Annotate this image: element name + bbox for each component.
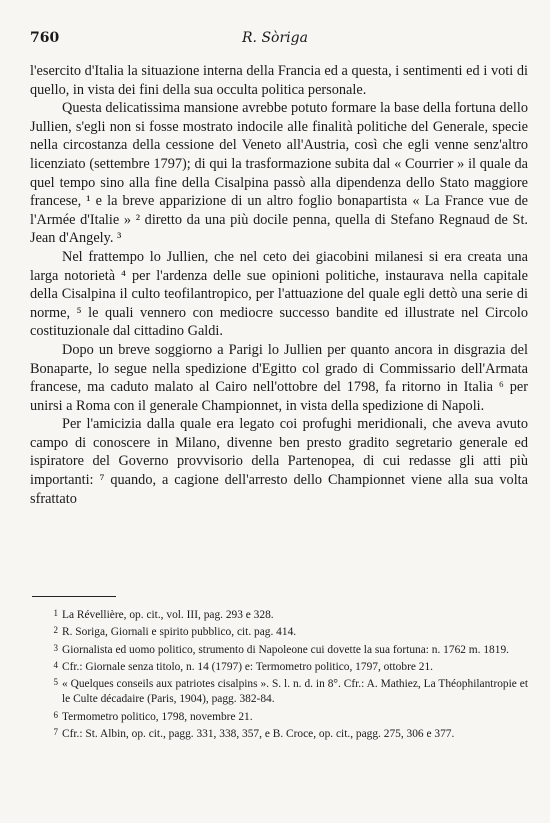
- footnote-text: Giornalista ed uomo politico, strumento di Napoleone cui dovette la sua fortuna: n. 1762 m. 1819.: [62, 643, 509, 656]
- footnote: [30, 658, 528, 675]
- footnote-number: 6: [53, 709, 58, 720]
- footnote: [30, 641, 528, 658]
- footnotes: [30, 606, 528, 742]
- footnote-text: Cfr.: St. Albin, op. cit., pagg. 331, 338, 357, e B. Croce, op. cit., pagg. 275, 306 e 377.: [62, 728, 455, 741]
- footnote-number: 1: [53, 608, 58, 618]
- footnote-number: 7: [53, 727, 58, 738]
- footnote-number: 5: [53, 677, 58, 688]
- paragraph: l'esercito d'Italia la situazione interna della Francia ed a questa, i sentimenti ed i voti di quello, in vista dei fini della sua occulta politica personale.: [30, 63, 528, 98]
- footnote-number: 2: [53, 625, 58, 636]
- paragraph: Dopo un breve soggiorno a Parigi lo Jullien per quanto ancora in disgrazia del Bonaparte, lo segue nella spedizione d'Egitto col grado di Commissario dell'Armata francese, ma caduto malato al Cairo nell'ottobre del 1798, fa ritorno in Italia ⁶ per unirsi a Roma con il generale Championnet, in vista della spedizione di Napoli.: [30, 341, 528, 414]
- footnote-text: « Quelques conseils aux patriotes cisalpins ». S. l. n. d. in 8°. Cfr.: A. Mathiez, La Théophilantropie et le Culte décadaire (Paris, 1904), pagg. 382-84.: [62, 678, 528, 706]
- body-text: [30, 62, 528, 508]
- page-header: [30, 30, 520, 52]
- footnote-number: 4: [53, 659, 58, 670]
- footnote: [30, 623, 528, 640]
- footnote-text: Termometro politico, 1798, novembre 21.: [62, 710, 253, 723]
- running-head: R. Sòriga: [242, 30, 308, 46]
- paragraph: Questa delicatissima mansione avrebbe potuto formare la base della fortuna dello Jullien, s'egli non si fosse mostrato indocile alle finalità politiche del Generale, specie nella circostanza della cessione del Veneto all'Austria, così che egli venne senz'altro licenziato (settembre 1797); di qui la trasformazione subita dal « Courrier » il quale da quel tempo sino alla fine della Cisalpina passò alla dipendenza dello Stato maggiore francese, ¹ e la breve apparizione di un altro foglio bonapartista « La France vue de l'Armée d'Italie » ² diretto da una più docile penna, quella di Stefano Regnaud de St. Jean d'Angely. ³: [30, 100, 528, 247]
- footnote-number: 3: [53, 642, 58, 653]
- footnote-text: Cfr.: Giornale senza titolo, n. 14 (1797) e: Termometro politico, 1797, ottobre 21.: [62, 660, 434, 673]
- footnote: [30, 675, 528, 708]
- footnote: [30, 725, 528, 742]
- footnote: [30, 606, 528, 623]
- paragraph: Per l'amicizia dalla quale era legato coi profughi meridionali, che aveva avuto campo di conoscere in Milano, divenne ben presto gradito segretario generale ed ispiratore del Governo provvisorio della Partenopea, di cui redasse gli atti più importanti: ⁷ quando, a cagione dell'arresto dello Championnet viene alla sua volta sfrattato: [30, 416, 528, 507]
- footnote-text: R. Soriga, Giornali e spirito pubblico, cit. pag. 414.: [62, 626, 297, 639]
- paragraph: Nel frattempo lo Jullien, che nel ceto dei giacobini milanesi si era creata una larga notorietà ⁴ per l'ardenza delle sue opinioni politiche, instaurava nella capitale della Cisalpina il culto teofilantropico, per l'attuazione del quale egli dettò una serie di norme, ⁵ le quali vennero con mediocre successo bandite ed illustrate nel Circolo costituzionale dal cittadino Galdi.: [30, 248, 528, 340]
- page-number: 760: [30, 30, 60, 46]
- footnote-text: La Révellière, op. cit., vol. III, pag. 293 e 328.: [62, 609, 274, 621]
- footnote: [30, 708, 528, 725]
- footnote-divider: [32, 596, 116, 597]
